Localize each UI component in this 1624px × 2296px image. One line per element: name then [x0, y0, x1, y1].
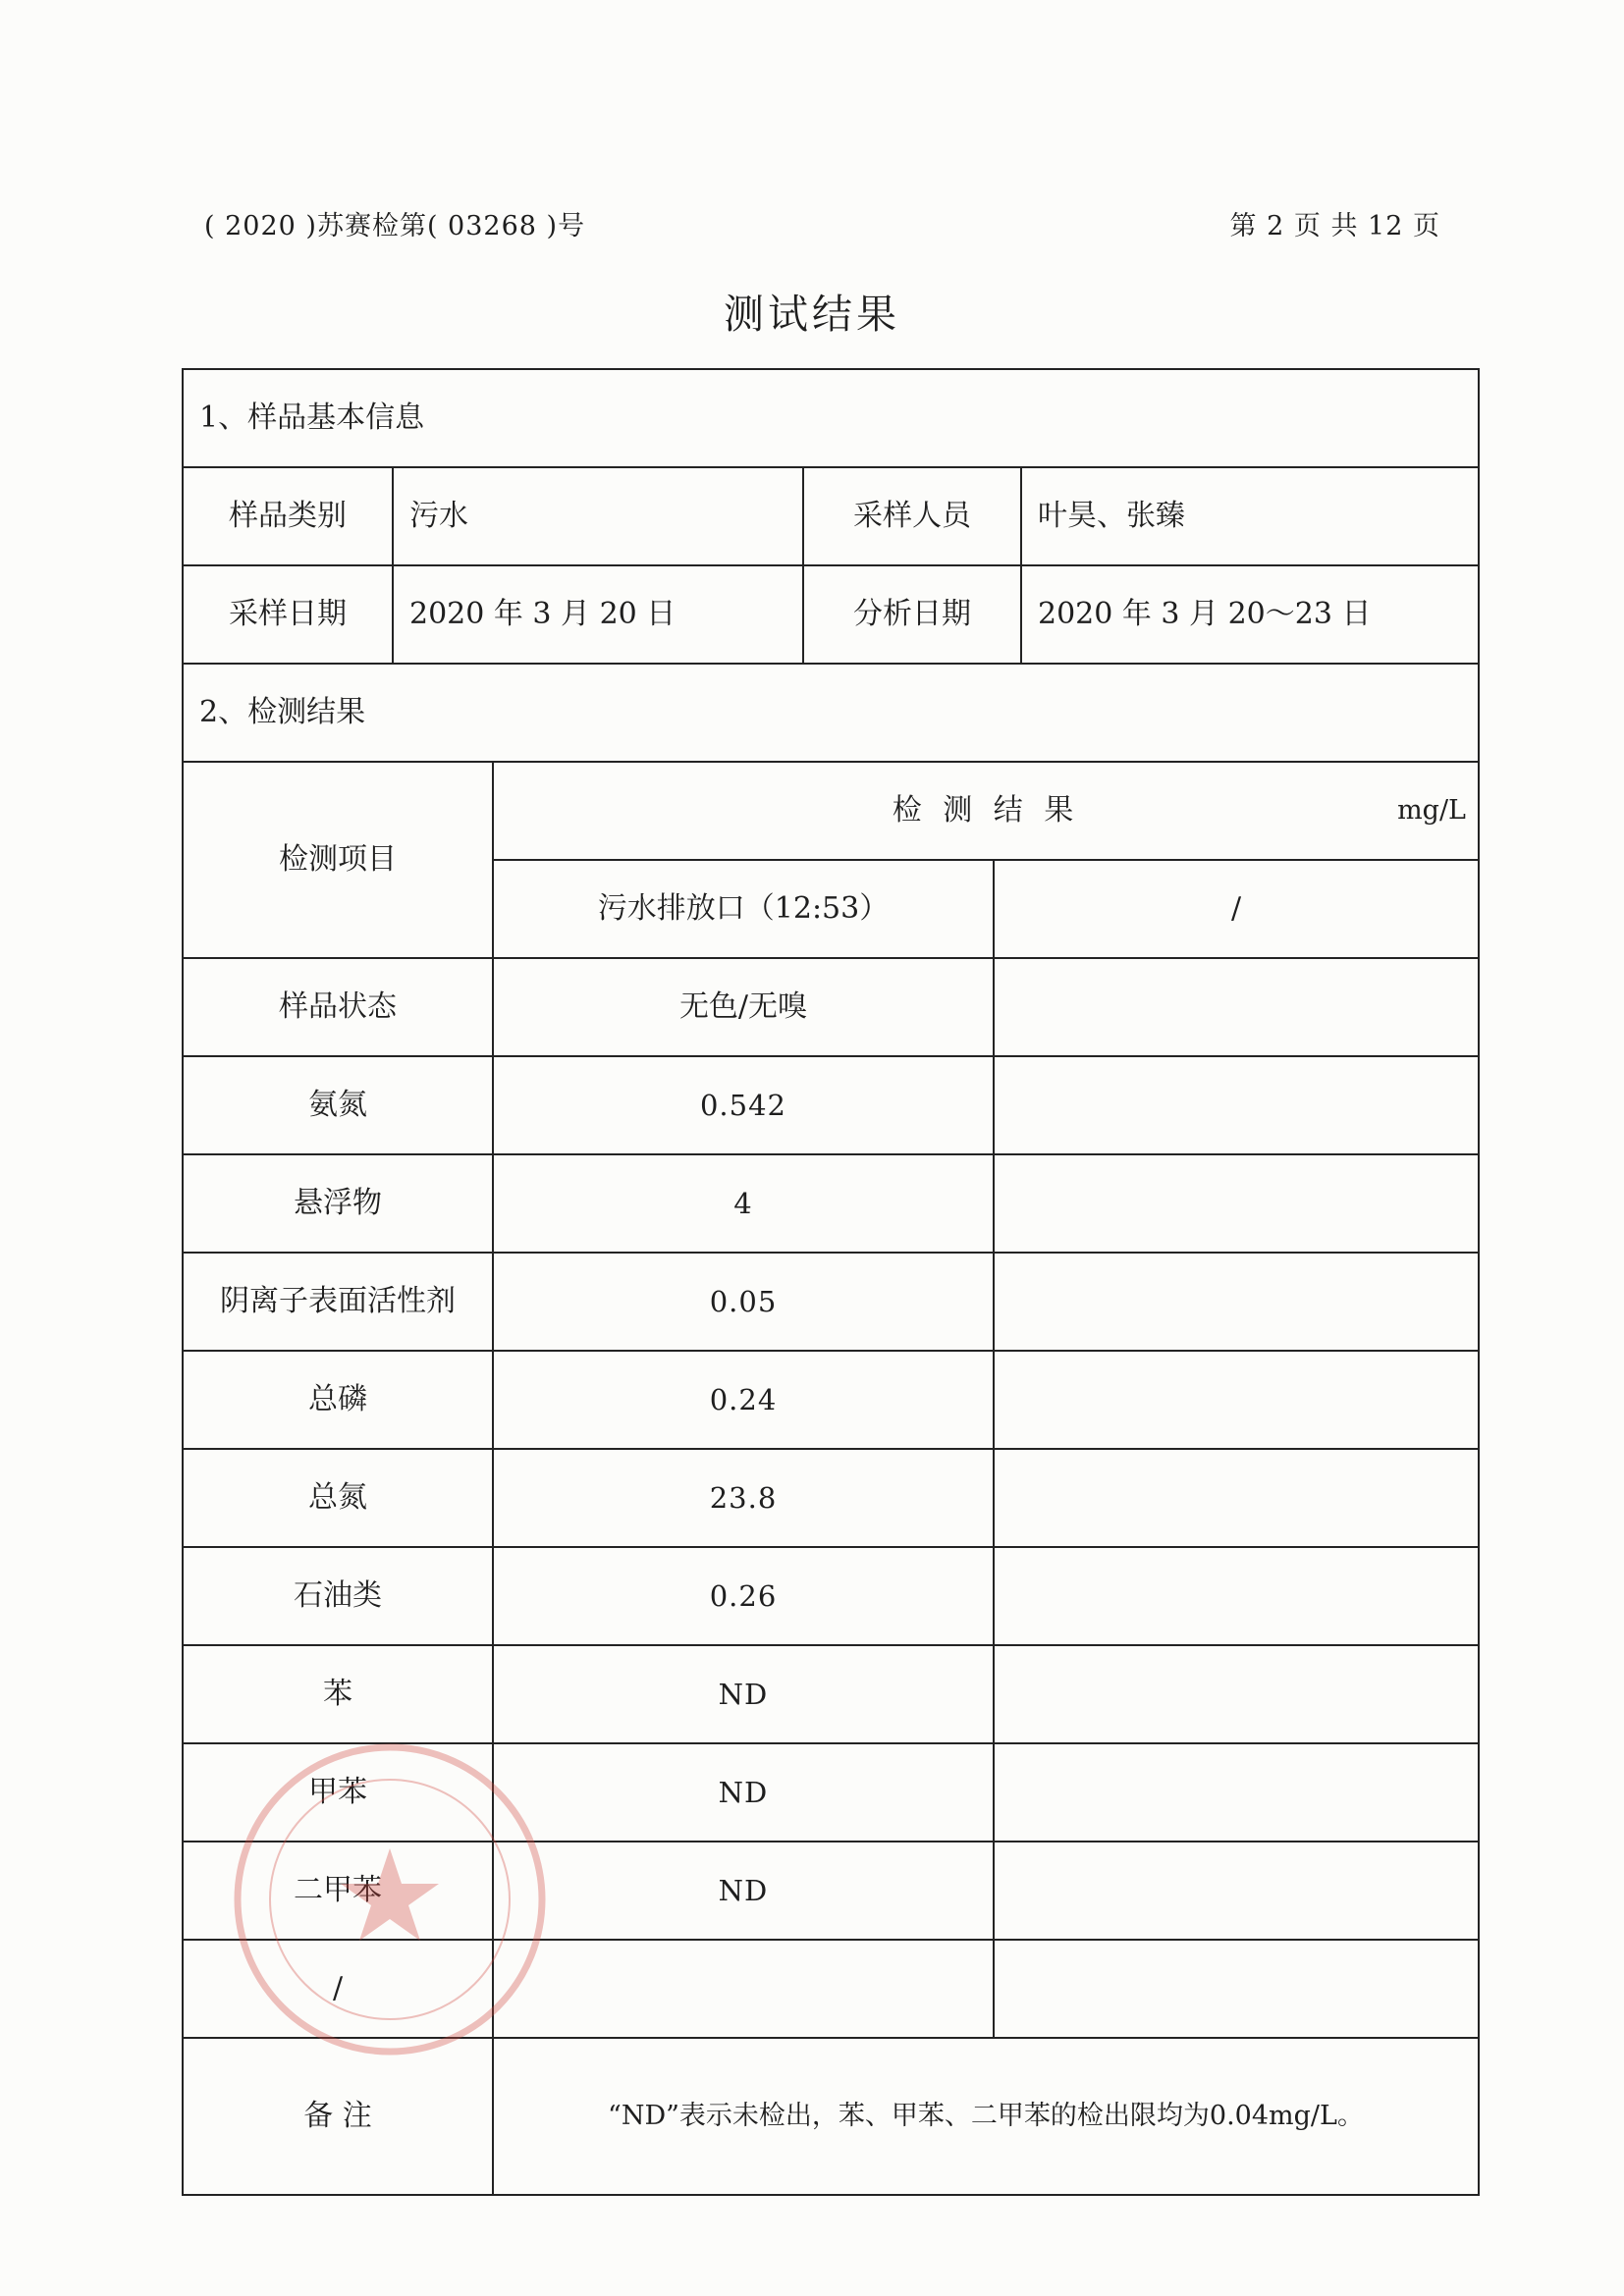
result-row-value: ND [492, 1644, 995, 1744]
result-row-item: / [182, 1939, 494, 2039]
result-row-blank [993, 1742, 1480, 1842]
result-row-value: ND [492, 1742, 995, 1842]
sample-date-label: 采样日期 [182, 564, 394, 665]
sampler-label: 采样人员 [802, 466, 1022, 566]
sample-date-value: 2020 年 3 月 20 日 [392, 564, 804, 665]
result-row-item: 总氮 [182, 1448, 494, 1548]
result-row-blank [993, 1252, 1480, 1352]
result-row-value: 23.8 [492, 1448, 995, 1548]
results-header-text: 检 测 结 果 [892, 793, 1080, 828]
result-row-value: 0.24 [492, 1350, 995, 1450]
result-row-item: 氨氮 [182, 1055, 494, 1155]
section-title-sample-info: 1、样品基本信息 [182, 368, 1480, 468]
analysis-date-value: 2020 年 3 月 20～23 日 [1020, 564, 1480, 665]
unit-label: mg/L [1397, 794, 1466, 826]
result-row-value: 无色/无嗅 [492, 957, 995, 1057]
results-header [492, 761, 1480, 861]
report-title: 测试结果 [724, 291, 900, 338]
result-row-blank [993, 1350, 1480, 1450]
result-row-item: 阴离子表面活性剂 [182, 1252, 494, 1352]
result-row-item: 苯 [182, 1644, 494, 1744]
result-row-value: 0.26 [492, 1546, 995, 1646]
result-row-item: 样品状态 [182, 957, 494, 1057]
sampler-value: 叶昊、张臻 [1020, 466, 1480, 566]
result-row-value [492, 1939, 995, 2039]
result-row-value: ND [492, 1841, 995, 1941]
result-row-item: 甲苯 [182, 1742, 494, 1842]
result-row-item: 悬浮物 [182, 1153, 494, 1254]
result-row-blank [993, 1841, 1480, 1941]
analysis-date-label: 分析日期 [802, 564, 1022, 665]
result-row-value: 4 [492, 1153, 995, 1254]
page-count: 第 2 页 共 12 页 [1229, 211, 1440, 241]
remarks-label: 备 注 [182, 2037, 494, 2196]
sample-type-value: 污水 [392, 466, 804, 566]
sampling-point-header: 污水排放口（12:53） [492, 859, 995, 959]
result-row-value: 0.05 [492, 1252, 995, 1352]
remarks-text: “ND”表示未检出，苯、甲苯、二甲苯的检出限均为0.04mg/L。 [492, 2037, 1480, 2196]
test-item-header: 检测项目 [182, 761, 494, 959]
result-row-blank [993, 957, 1480, 1057]
report-number: ( 2020 )苏赛检第( 03268 )号 [204, 211, 586, 241]
result-row-blank [993, 1939, 1480, 2039]
blank-point-header: / [993, 859, 1480, 959]
result-row-item: 二甲苯 [182, 1841, 494, 1941]
sample-type-label: 样品类别 [182, 466, 394, 566]
result-row-blank [993, 1546, 1480, 1646]
result-row-value: 0.542 [492, 1055, 995, 1155]
result-row-blank [993, 1153, 1480, 1254]
result-row-blank [993, 1644, 1480, 1744]
result-row-blank [993, 1448, 1480, 1548]
results-table [182, 368, 1480, 2196]
result-row-item: 总磷 [182, 1350, 494, 1450]
result-row-blank [993, 1055, 1480, 1155]
result-row-item: 石油类 [182, 1546, 494, 1646]
section-title-results: 2、检测结果 [182, 663, 1480, 763]
